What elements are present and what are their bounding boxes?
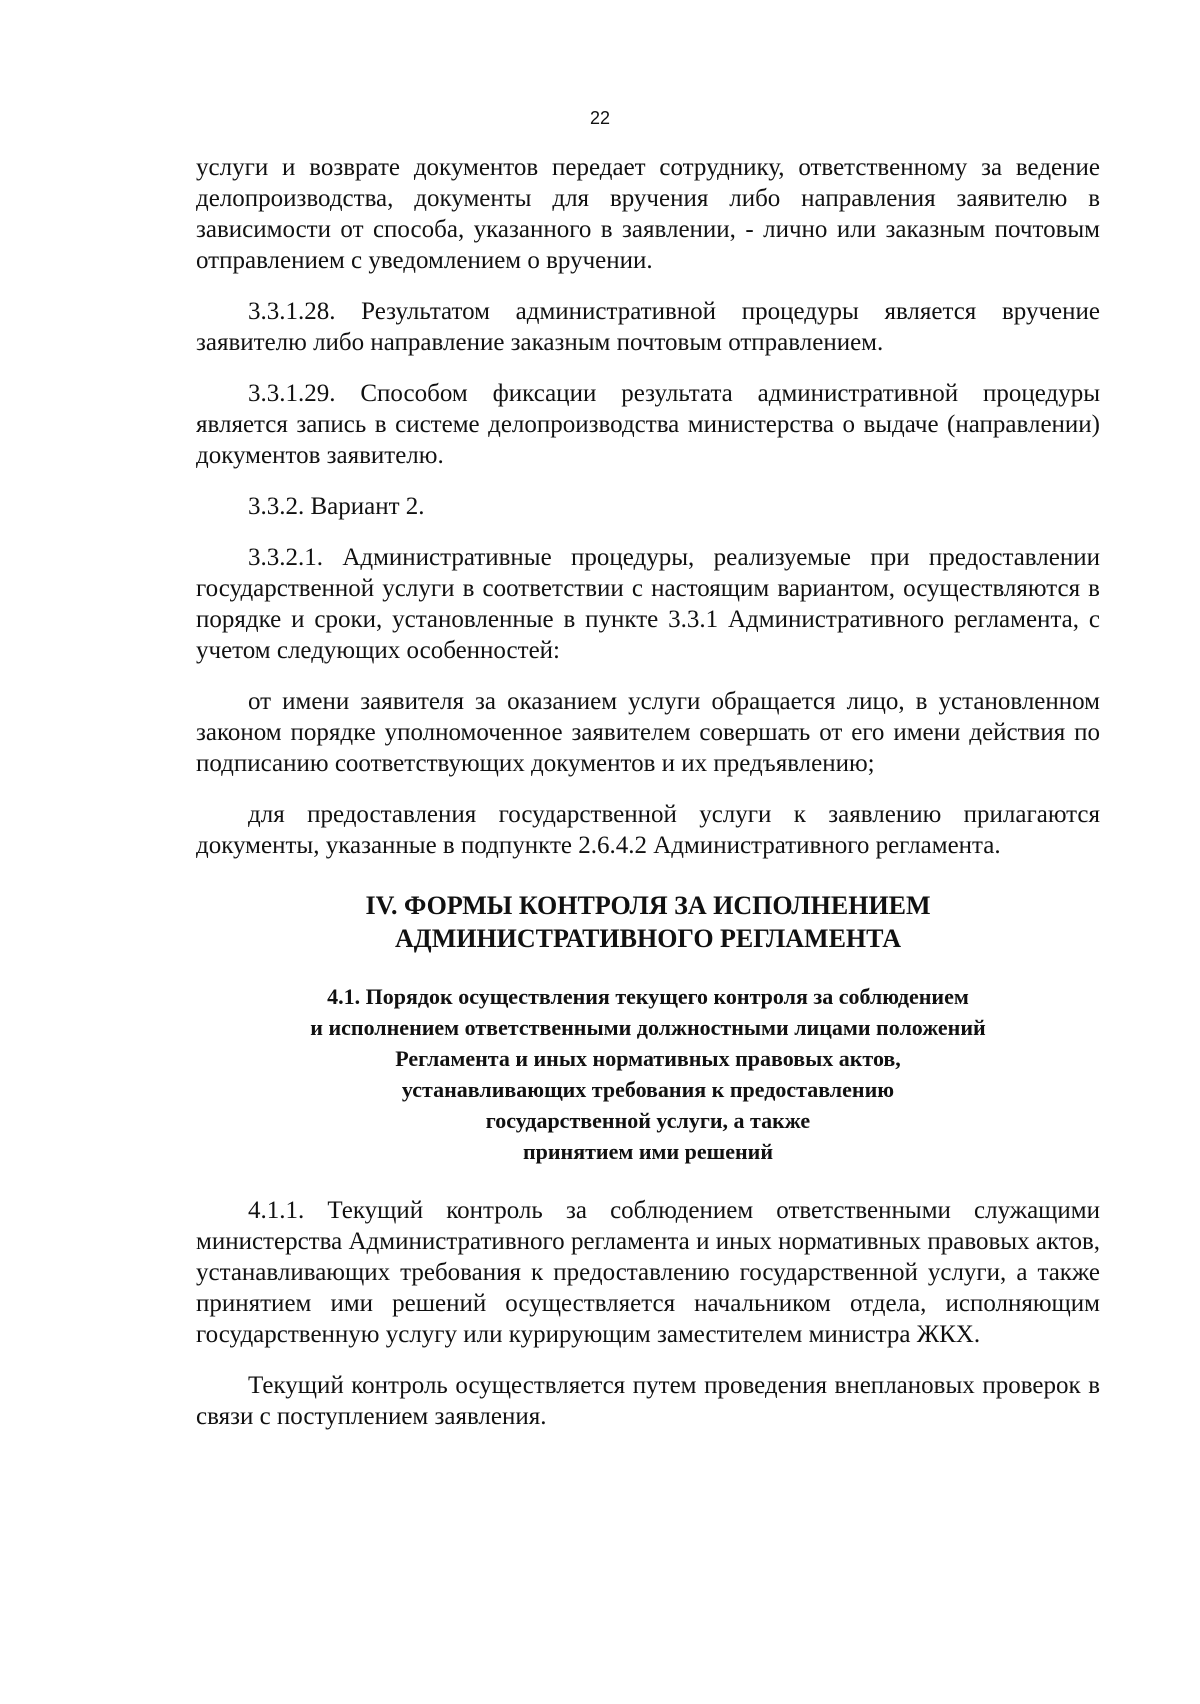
subsection-heading-line: устанавливающих требования к предоставлению	[401, 1077, 895, 1102]
paragraph-feature-documents: для предоставления государственной услуги к заявлению прилагаются документы, указанные в подпункте 2.6.4.2 Административного регламента.	[196, 801, 1100, 859]
paragraph-3-3-1-29: 3.3.1.29. Способом фиксации результата административной процедуры является запись в системе делопроизводства министерства о выдаче (направлении) документов заявителю.	[196, 380, 1100, 469]
section-heading-line: АДМИНИСТРАТИВНОГО РЕГЛАМЕНТА	[395, 924, 901, 953]
paragraph-3-3-1-28: 3.3.1.28. Результатом административной процедуры является вручение заявителю либо направление заказным почтовым отправлением.	[196, 298, 1100, 356]
page-number: 22	[589, 108, 611, 128]
subsection-heading-line: государственной услуги, а также	[485, 1108, 811, 1133]
document-body	[196, 152, 1100, 1452]
subsection-heading-line: 4.1. Порядок осуществления текущего контроля за соблюдением	[327, 984, 969, 1009]
paragraph-3-3-2-1: 3.3.2.1. Административные процедуры, реализуемые при предоставлении государственной услуги в соответствии с настоящим вариантом, осуществляются в порядке и сроки, установленные в пункте 3.3.1 Административного регламента, с учетом следующих особенностей:	[196, 544, 1100, 664]
subsection-heading-line: и исполнением ответственными должностными лицами положений	[310, 1015, 986, 1040]
subsection-heading-line: Регламента и иных нормативных правовых актов,	[395, 1046, 901, 1071]
subsection-heading	[196, 981, 1100, 1167]
paragraph-current-control: Текущий контроль осуществляется путем проведения внеплановых проверок в связи с поступлением заявления.	[196, 1372, 1100, 1430]
paragraph-continuation: услуги и возврате документов передает сотруднику, ответственному за ведение делопроизводства, документы для вручения либо направления заявителю в зависимости от способа, указанного в заявлении, - лично или заказным почтовым отправлением с уведомлением о вручении.	[196, 154, 1100, 274]
section-heading-line: IV. ФОРМЫ КОНТРОЛЯ ЗА ИСПОЛНЕНИЕМ	[365, 891, 931, 920]
paragraph-3-3-2: 3.3.2. Вариант 2.	[248, 493, 425, 520]
paragraph-4-1-1: 4.1.1. Текущий контроль за соблюдением ответственными служащими министерства Административного регламента и иных нормативных правовых актов, устанавливающих требования к предоставлению государственной услуги, а также принятием ими решений осуществляется начальником отдела, исполняющим государственную услугу или курирующим заместителем министра ЖКХ.	[196, 1197, 1100, 1348]
section-heading	[196, 889, 1100, 955]
subsection-heading-line: принятием ими решений	[522, 1139, 774, 1164]
paragraph-feature-representative: от имени заявителя за оказанием услуги обращается лицо, в установленном законом порядке уполномоченное заявителем совершать от его имени действия по подписанию соответствующих документов и их предъявлению;	[196, 688, 1100, 777]
